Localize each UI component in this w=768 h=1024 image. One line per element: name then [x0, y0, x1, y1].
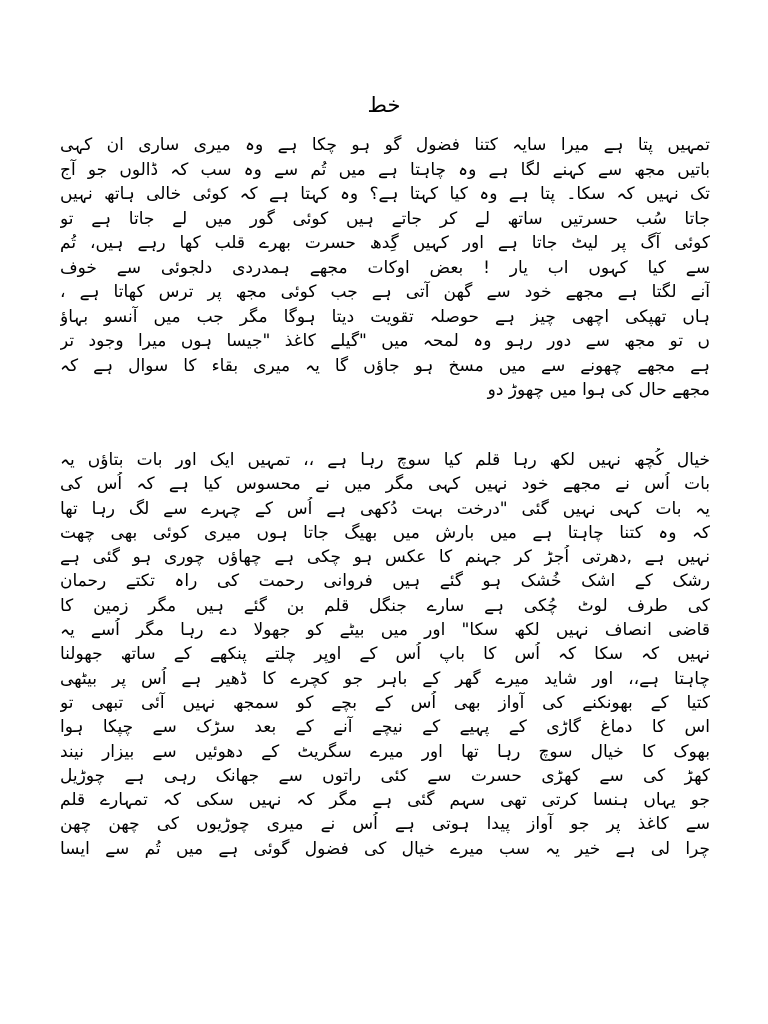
text-line: جو یہاں ہنسا کرتی تھی سہم گئی ہے مگر کہ نہیں سکی کہ تمہارے قلم: [60, 790, 710, 811]
text-line: ں تو مجھ سے دور رہو وہ لمحہ میں "گیلے کاغذ "جیسا ہوں میرا وجود تر: [60, 331, 710, 351]
text-line: تمہیں پتا ہے میرا سایہ کتنا فضول گو ہو چکا ہے وہ میری ساری ان کہی: [60, 135, 710, 155]
text-line: کہ وہ کتنا چاہتا ہے میں بارش میں بھیگ جاتا ہوں میری کوئی بھی چھت: [60, 522, 710, 543]
text-line: بات اُس نے مجھے خود نہیں کہی مگر میں نے محسوس کیا ہے کہ اُس کی: [60, 474, 710, 495]
text-line: ہے مجھے چھونے سے میں مسخ ہو جاؤں گا یہ میری بقاء کا سوال ہے کہ: [60, 355, 710, 376]
text-line: تک نہیں کہ سکا۔ پتا ہے وہ کیا کہتا ہے؟ وہ کہتا ہے کہ کوئی خالی ہاتھ نہیں: [60, 184, 710, 204]
text-line: سے کیا کہوں اب یار ! بعض اوکات مجھے ہمدردی دلجوئی سے خوف: [60, 257, 710, 278]
text-line: مجھے حال کی ہوا میں چھوڑ دو: [487, 380, 710, 400]
text-line: خیال کُچھ نہیں لکھ رہا قلم کیا سوچ رہا ہے ،، تمہیں ایک اور بات بتاؤں یہ: [60, 450, 710, 470]
text-line: نہیں کہ سکا کہ اُس کا باپ اُس کے اوپر چلتے پنکھے کے ساتھ جھولنا: [60, 644, 710, 665]
paragraph-2: [60, 448, 710, 861]
text-line: جاتا سُب حسرتیں ساتھ لے کر جاتے ہیں کوئی گور میں لے جاتا ہے تو: [60, 208, 710, 229]
text-line: آنے لگتا ہے مجھے خود سے گھن آتی ہے جب کوئی مجھ پر ترس کھاتا ہے ،: [60, 282, 710, 302]
text-line: کی طرف لوٹ چُکی ہے سارے جنگل قلم بن گئے ہیں مگر زمین کا: [60, 595, 710, 616]
text-line: کھڑ کی سے کھڑی حسرت سے کئی راتوں سے جھانک رہی ہے چوڑیل: [60, 765, 710, 786]
text-line: چاہتا ہے،، اور شاید میرے گھر کے باہر جو کچرے کا ڈھیر ہے اُس پر بیٹھی: [60, 668, 710, 689]
text-line: سے کاغذ پر جو آواز پیدا ہوتی ہے اُس نے میری چوڑیوں کی چھن چھن: [60, 814, 710, 835]
text-line: یہ بات کہی نہیں گئی "درخت بہت دُکھی ہے اُس کے چہرے سے لگ رہا تھا: [60, 498, 710, 519]
text-line: قاضی انصاف نہیں لکھ سکا" اور میں بیٹے کو جھولا دے رہا مگر اُسے یہ: [60, 620, 710, 641]
text-line: کتیا کے بھونکنے کی آواز بھی اُس کے بچے کو سمجھ نہیں آئی تبھی تو: [60, 692, 710, 713]
paragraph-1: [60, 133, 710, 403]
text-line: رشک کے اشک خُشک ہو گئے ہیں فروانی رحمت کی راہ تکتے رحمان: [60, 571, 710, 592]
text-line: باتیں مجھ سے کہنے لگا ہے وہ چاہتا ہے میں تُم سے وہ سب کہ ڈالوں جو آج: [60, 159, 710, 180]
text-line: اس کا دماغ گاڑی کے پہیے کے نیچے آنے کے بعد سڑک سے چپکا ہوا: [60, 717, 710, 738]
page-title: خط: [367, 93, 401, 117]
text-line: بھوک کا خیال سوچ رہا تھا اور میرے سگریٹ کے دھوئیں سے بیزار نیند: [60, 741, 710, 762]
text-line: نہیں ہے ,دھرتی اُجڑ کر جہنم کا عکس ہو چکی ہے چھاؤں چوری ہو گئی ہے: [60, 547, 710, 568]
text-line: چرا لی ہے خیر یہ سب میرے خیال کی فضول گوئی ہے میں تُم سے ایسا: [60, 838, 710, 859]
text-line: کوئی آگ پر لیٹ جاتا ہے اور کہیں گِدھ حسرت بھرے قلب کھا رہے ہیں، تُم: [60, 233, 710, 253]
text-line: ہاں تھپکی اچھی چیز ہے حوصلہ تقویت دیتا ہوگا مگر جب میں آنسو بہاؤ: [60, 306, 710, 327]
